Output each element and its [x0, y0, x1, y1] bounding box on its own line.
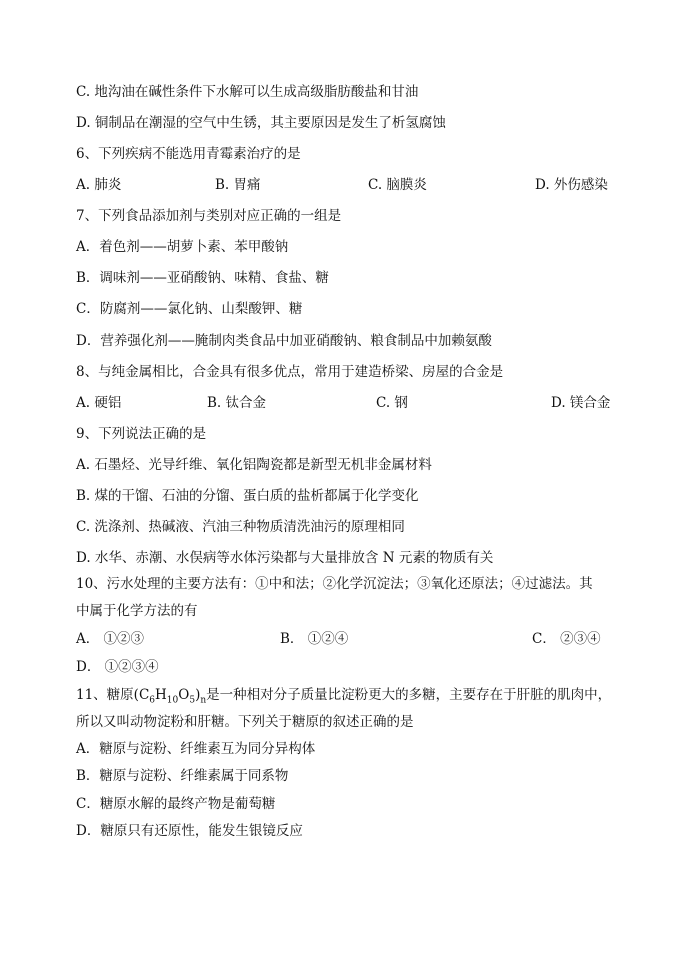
q10-option-c: C． ②③④: [532, 631, 601, 647]
q6-option-d: D. 外伤感染: [535, 177, 608, 193]
q9-option-d: D. 水华、赤潮、水俣病等水体污染都与大量排放含 N 元素的物质有关: [76, 550, 494, 566]
q9-option-c: C. 洗涤剂、热碱液、汽油三种物质清洗油污的原理相同: [76, 519, 405, 535]
q11-option-b: B．糖原与淀粉、纤维素属于同系物: [76, 768, 289, 784]
q6-stem: 6、下列疾病不能选用青霉素治疗的是: [76, 146, 301, 162]
q10-option-b: B． ①②④: [280, 631, 349, 647]
q9-stem: 9、下列说法正确的是: [76, 426, 207, 442]
q11-option-a: A．糖原与淀粉、纤维素互为同分异构体: [76, 741, 316, 757]
q11-option-d: D．糖原只有还原性，能发生银镜反应: [76, 823, 303, 839]
q7-option-a: A．着色剂——胡萝卜素、苯甲酸钠: [76, 239, 289, 255]
q10-option-d: D． ①②③④: [76, 659, 159, 675]
q10-option-a: A． ①②③: [76, 631, 145, 647]
q5-option-c: C. 地沟油在碱性条件下水解可以生成高级脂肪酸盐和甘油: [76, 84, 419, 100]
q6-option-a: A. 肺炎: [76, 177, 122, 193]
q6-option-c: C. 脑膜炎: [368, 177, 427, 193]
q11-stem-line2: 所以又叫动物淀粉和肝糖。下列关于糖原的叙述正确的是: [76, 714, 414, 730]
q10-stem-line1: 10、污水处理的主要方法有：①中和法；②化学沉淀法；③氧化还原法；④过滤法。其: [76, 576, 593, 592]
q7-option-b: B．调味剂——亚硝酸钠、味精、食盐、糖: [76, 270, 329, 286]
q8-option-b: B. 钛合金: [207, 395, 267, 411]
q9-option-a: A. 石墨烃、光导纤维、氧化铝陶瓷都是新型无机非金属材料: [76, 457, 432, 473]
q7-option-c: C．防腐剂——氯化钠、山梨酸钾、糖: [76, 301, 303, 317]
q8-option-d: D. 镁合金: [551, 395, 611, 411]
q10-stem-line2: 中属于化学方法的有: [76, 603, 198, 619]
q5-option-d: D. 铜制品在潮湿的空气中生锈，其主要原因是发生了析氢腐蚀: [76, 115, 446, 131]
q6-option-b: B. 胃痛: [215, 177, 261, 193]
q8-stem: 8、与纯金属相比，合金具有很多优点，常用于建造桥梁、房屋的合金是: [76, 364, 504, 380]
q7-stem: 7、下列食品添加剂与类别对应正确的一组是: [76, 208, 342, 224]
q8-option-c: C. 钢: [376, 395, 408, 411]
q7-option-d: D．营养强化剂——腌制肉类食品中加亚硝酸钠、粮食制品中加赖氨酸: [76, 333, 492, 349]
q11-stem-line1: 11、糖原$(C_6H_{10}O_5)_n$是一种相对分子质量比淀粉更大的多糖，主要存在于肝脏的肌肉中，: [76, 687, 612, 706]
q8-option-a: A. 硬铝: [76, 395, 122, 411]
q9-option-b: B. 煤的干馏、石油的分馏、蛋白质的盐析都属于化学变化: [76, 488, 419, 504]
q11-option-c: C．糖原水解的最终产物是葡萄糖: [76, 796, 276, 812]
